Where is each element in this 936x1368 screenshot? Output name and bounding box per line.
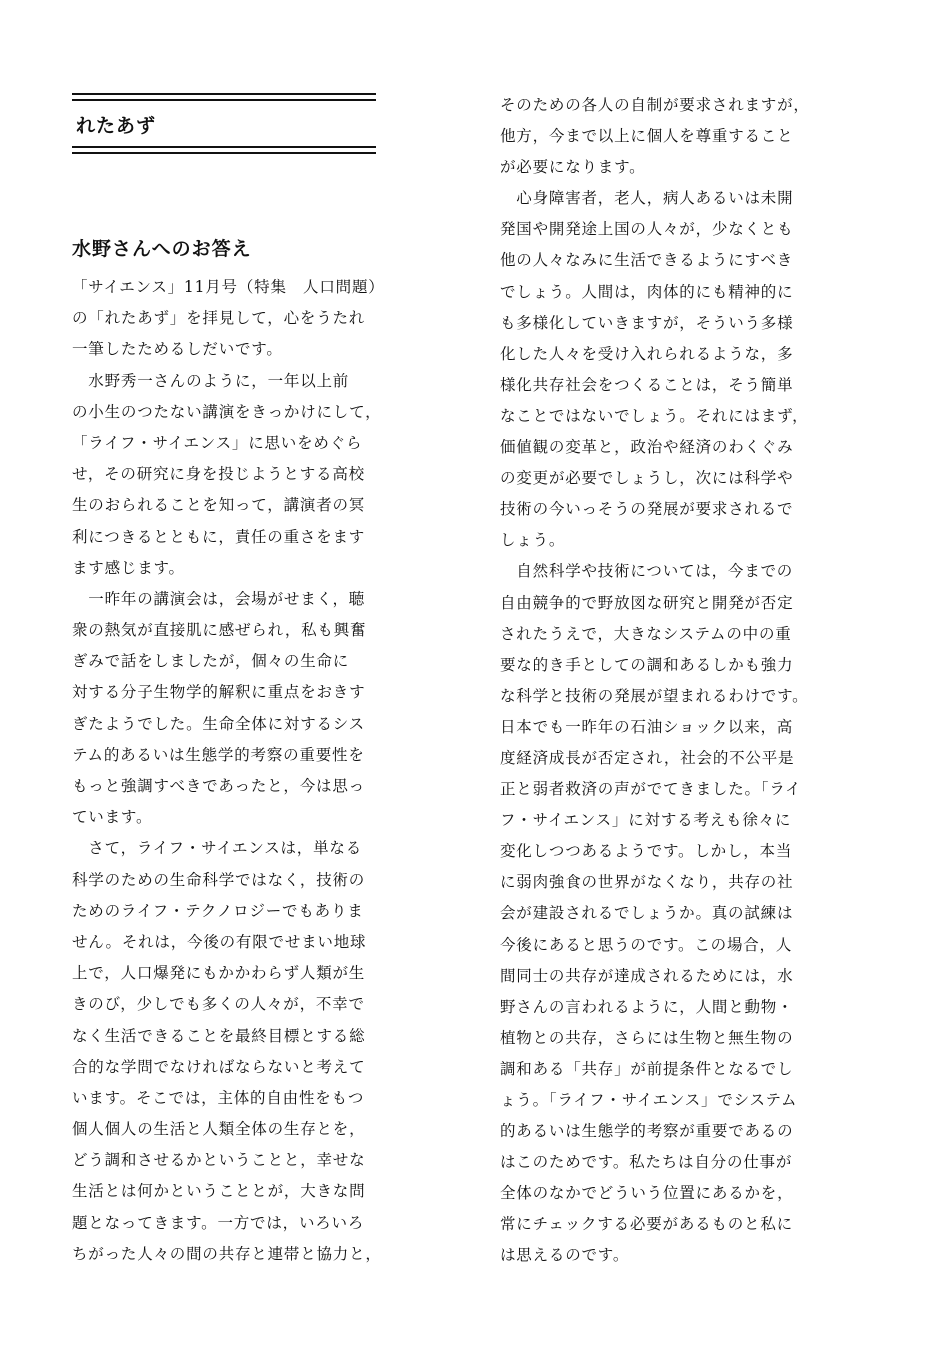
text-line: 要な的き手としての調和あるしかも強力 — [500, 655, 794, 674]
text-line: に弱肉強食の世界がなくなり，共存の社 — [500, 873, 794, 892]
text-line: 他の人々なみに生活できるようにすべき — [500, 251, 794, 270]
text-line: なく生活できることを最終目標とする総 — [72, 1026, 366, 1045]
text-line: な科学と技術の発展が望まれるわけです。 — [500, 686, 809, 705]
text-line: 発国や開発途上国の人々が，少なくとも — [500, 220, 794, 239]
text-line: 常にチェックする必要があるものと私に — [500, 1215, 793, 1234]
header-rule-top-2 — [72, 99, 376, 101]
text-line: 日本でも一昨年の石油ショック以来，高 — [500, 717, 794, 736]
text-line: 度経済成長が否定され，社会的不公平是 — [500, 748, 795, 767]
text-line: 「ライフ・サイエンス」に思いをめぐら — [72, 433, 363, 452]
text-line: 全体のなかでどういう位置にあるかを， — [500, 1184, 794, 1203]
text-line: ちがった人々の間の共存と連帯と協力と， — [72, 1244, 382, 1263]
text-line: ます感じます。 — [72, 558, 185, 577]
text-line: 今後にあると思うのです。この場合，人 — [500, 935, 793, 954]
text-line: しょう。 — [500, 531, 566, 550]
text-line: 利につきるとともに，責任の重さをます — [72, 527, 366, 546]
text-line: 野さんの言われるように，人間と動物・ — [500, 997, 794, 1016]
text-line: 自然科学や技術については，今までの — [500, 562, 794, 581]
text-line: もっと強調すべきであったと，今は思っ — [72, 777, 365, 795]
text-line: さて，ライフ・サイエンスは，単なる — [72, 839, 362, 858]
text-line: そのための各人の自制が要求されますが， — [500, 96, 810, 114]
text-line: 他方，今まで以上に個人を尊重すること — [500, 127, 794, 146]
text-line: も多様化していきますが，そういう多様 — [500, 313, 794, 332]
text-line: 自由競争的で野放図な研究と開発が否定 — [500, 593, 794, 612]
text-line: の変更が必要でしょうし，次には科学や — [500, 469, 794, 488]
text-line: テム的あるいは生態学的考察の重要性を — [72, 745, 365, 764]
text-line: 調和ある「共存」が前提条件となるでし — [500, 1059, 794, 1078]
text-line: 一筆したためるしだいです。 — [72, 340, 283, 359]
header-rule-bottom-1 — [72, 146, 376, 148]
column-header-title: れたあず — [76, 115, 157, 137]
text-line: 心身障害者，老人，病人あるいは未開 — [500, 189, 794, 208]
text-line: されたうえで，大きなシステムの中の重 — [500, 624, 792, 643]
text-line: 変化しつつあるようです。しかし，本当 — [500, 842, 793, 861]
text-line: 植物との共存，さらには生物と無生物の — [500, 1028, 794, 1047]
text-line: 対する分子生物学的解釈に重点をおきす — [72, 683, 366, 702]
text-line: 価値観の変革と，政治や経済のわくぐみ — [500, 438, 794, 457]
text-line: きのび，少しでも多くの人々が，不幸で — [72, 995, 365, 1014]
header-rule-bottom-2 — [72, 152, 376, 154]
text-line: 水野秀一さんのように，一年以上前 — [72, 371, 350, 390]
text-line: ています。 — [72, 808, 153, 827]
text-line: 個人個人の生活と人類全体の生存とを， — [72, 1120, 366, 1139]
text-line: の小生のつたない講演をきっかけにして， — [72, 402, 382, 421]
text-line: ょう。「ライフ・サイエンス」でシステム — [500, 1091, 798, 1109]
text-line: せ，その研究に身を投じようとする高校 — [72, 465, 365, 484]
text-line: 科学のための生命科学ではなく，技術の — [72, 870, 366, 889]
text-line: 合的な学問でなければならないと考えて — [72, 1057, 366, 1076]
text-line: でしょう。人間は，肉体的にも精神的に — [500, 282, 794, 301]
text-line: 題となってきます。一方では，いろいろ — [72, 1213, 365, 1232]
text-line: の「れたあず」を拝見して，心をうたれ — [72, 309, 366, 328]
text-line: 技術の今いっそうの発展が要求されるで — [500, 500, 794, 519]
text-line: なことではないでしょう。それにはまず， — [500, 406, 809, 425]
left-column — [72, 272, 386, 1270]
header-rule-top-1 — [72, 93, 376, 95]
text-line: 様化共存社会をつくることは，そう簡単 — [500, 375, 794, 394]
article-title: 水野さんへのお答え — [72, 238, 252, 260]
text-line: 一昨年の講演会は，会場がせまく，聴 — [72, 589, 366, 608]
text-line: 的あるいは生態学的考察が重要であるの — [500, 1122, 794, 1141]
text-line: 正と弱者救済の声がでてきました。「ライ — [500, 780, 802, 799]
text-line: が必要になります。 — [500, 158, 646, 177]
text-line: は思えるのです。 — [500, 1246, 630, 1265]
text-line: 衆の熱気が直接肌に感ぜられ，私も興奮 — [72, 621, 367, 640]
text-line: ぎたようでした。生命全体に対するシス — [72, 714, 365, 733]
text-line: フ・サイエンス」に対する考えも徐々に — [500, 811, 792, 830]
text-line: どう調和させるかということと，幸せな — [72, 1151, 366, 1170]
right-column — [500, 90, 812, 1272]
text-line: せん。それは，今後の有限でせまい地球 — [72, 932, 367, 951]
text-line: ためのライフ・テクノロジーでもありま — [72, 901, 364, 920]
text-line: 上で，人口爆発にもかかわらず人類が生 — [72, 964, 366, 983]
text-line: 「サイエンス」11月号（特集 人口問題） — [72, 278, 385, 296]
text-line: 化した人々を受け入れられるような，多 — [500, 344, 794, 363]
text-line: ぎみで話をしましたが，個々の生命に — [72, 652, 350, 671]
text-line: はこのためです。私たちは自分の仕事が — [500, 1153, 793, 1172]
text-line: います。そこでは，主体的自由性をもつ — [72, 1088, 365, 1107]
text-line: 間同士の共存が達成されるためには，水 — [500, 966, 794, 985]
column-header-box — [72, 93, 376, 155]
text-line: 生活とは何かということとが，大きな問 — [72, 1182, 366, 1201]
text-line: 会が建設されるでしょうか。真の試練は — [500, 904, 794, 923]
text-line: 生のおられることを知って，講演者の冥 — [72, 496, 366, 515]
